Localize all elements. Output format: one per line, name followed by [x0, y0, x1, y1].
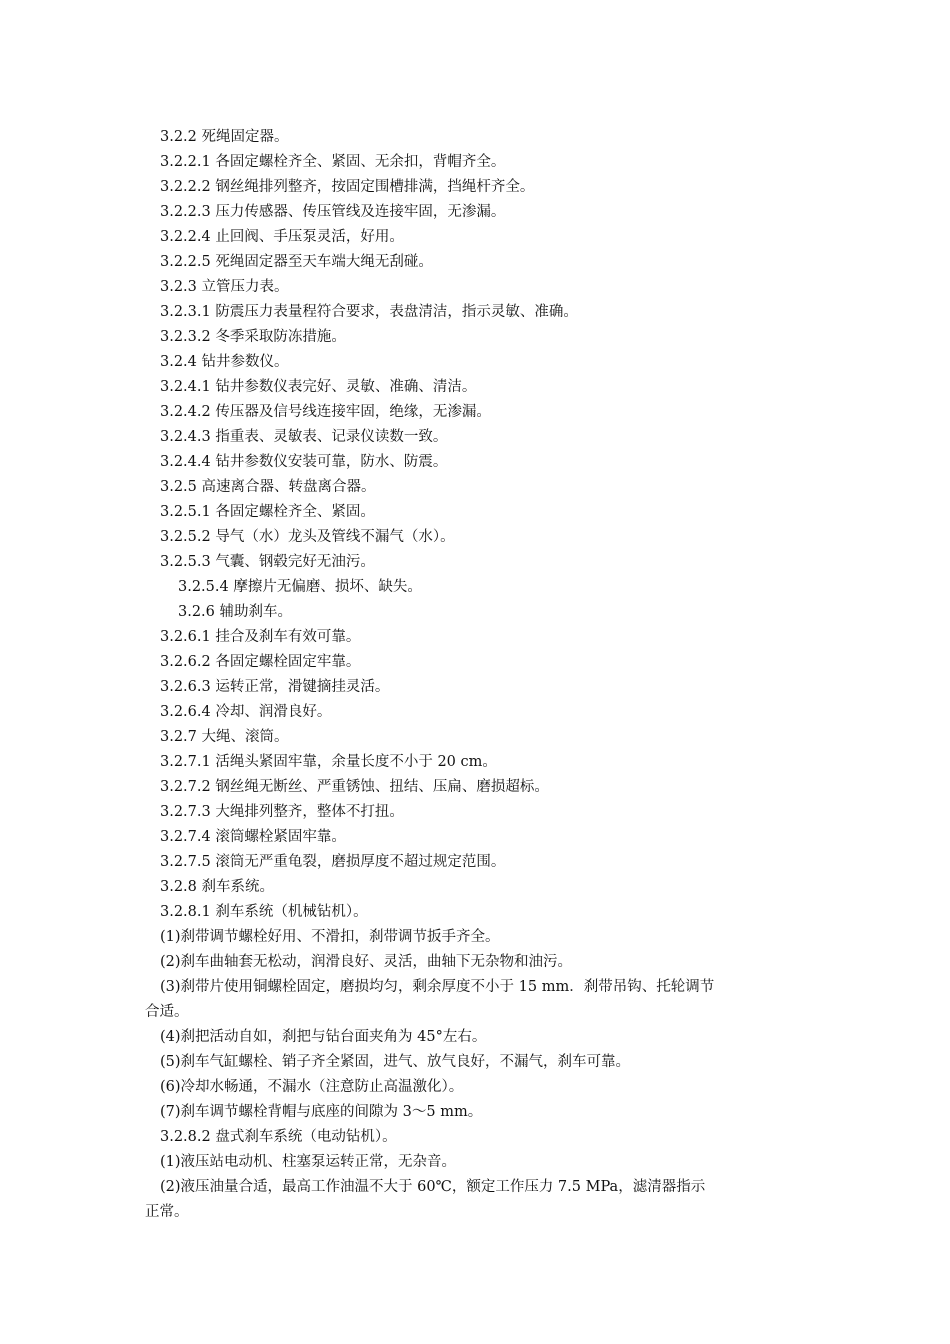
section-heading: 3.2.3 立管压力表。: [160, 279, 289, 295]
list-item: 3.2.8.2 盘式刹车系统（电动钻机）。: [160, 1129, 397, 1145]
list-item: 3.2.7.3 大绳排列整齐，整体不打扭。: [160, 804, 404, 820]
list-item: 3.2.4.4 钻井参数仪安装可靠，防水、防震。: [160, 454, 448, 470]
list-item: 3.2.2.4 止回阀、手压泵灵活，好用。: [160, 229, 404, 245]
list-item: 3.2.2.5 死绳固定器至天车端大绳无刮碰。: [160, 254, 433, 270]
list-item: (6)冷却水畅通，不漏水（注意防止高温激化）。: [160, 1079, 464, 1095]
list-item: 3.2.5.3 气囊、钢毂完好无油污。: [160, 554, 375, 570]
section-heading: 3.2.7 大绳、滚筒。: [160, 729, 289, 745]
list-item: 3.2.7.2 钢丝绳无断丝、严重锈蚀、扭结、压扁、磨损超标。: [160, 779, 549, 795]
list-item: 3.2.2.1 各固定螺栓齐全、紧固、无余扣，背帽齐全。: [160, 154, 506, 170]
list-item: (1)刹带调节螺栓好用、不滑扣，刹带调节扳手齐全。: [160, 929, 500, 945]
list-item: 3.2.6.2 各固定螺栓固定牢靠。: [160, 654, 361, 670]
list-item: 3.2.4.1 钻井参数仪表完好、灵敏、准确、清洁。: [160, 379, 477, 395]
list-item: (2)液压油量合适，最高工作油温不大于 60℃，额定工作压力 7.5 MPa，滤清器指示: [160, 1179, 706, 1195]
list-item: 3.2.7.5 滚筒无严重龟裂，磨损厚度不超过规定范围。: [160, 854, 506, 870]
section-heading: 3.2.4 钻井参数仪。: [160, 354, 289, 370]
list-item: 3.2.5.1 各固定螺栓齐全、紧固。: [160, 504, 375, 520]
list-item: (5)刹车气缸螺栓、销子齐全紧固，进气、放气良好，不漏气，刹车可靠。: [160, 1054, 631, 1070]
list-item: (1)液压站电动机、柱塞泵运转正常，无杂音。: [160, 1154, 457, 1170]
list-item: (4)刹把活动自如，刹把与钻台面夹角为 45°左右。: [160, 1029, 487, 1045]
list-item: 3.2.6.4 冷却、润滑良好。: [160, 704, 332, 720]
list-item: 3.2.2.3 压力传感器、传压管线及连接牢固，无渗漏。: [160, 204, 506, 220]
list-item: 3.2.6.1 挂合及刹车有效可靠。: [160, 629, 361, 645]
section-heading: 3.2.5 高速离合器、转盘离合器。: [160, 479, 376, 495]
section-heading: 3.2.8 刹车系统。: [160, 879, 275, 895]
document-body: [145, 125, 795, 1225]
section-heading: 3.2.2 死绳固定器。: [160, 129, 289, 145]
list-item: 3.2.3.1 防震压力表量程符合要求，表盘清洁，指示灵敏、准确。: [160, 304, 578, 320]
list-item: 3.2.5.4 摩擦片无偏磨、损坏、缺失。: [178, 579, 422, 595]
list-item: (3)刹带片使用铜螺栓固定，磨损均匀，剩余厚度不小于 15 mm．刹带吊钩、托轮调节: [160, 979, 715, 995]
list-item: (7)刹车调节螺栓背帽与底座的间隙为 3～5 mm。: [160, 1104, 483, 1120]
list-item: 3.2.4.3 指重表、灵敏表、记录仪读数一致。: [160, 429, 448, 445]
list-item: 3.2.7.1 活绳头紧固牢靠，余量长度不小于 20 cm。: [160, 754, 497, 770]
list-item: 3.2.4.2 传压器及信号线连接牢固，绝缘，无渗漏。: [160, 404, 491, 420]
section-heading: 3.2.6 辅助刹车。: [178, 604, 293, 620]
list-item: 3.2.8.1 刹车系统（机械钻机）。: [160, 904, 368, 920]
list-item-continuation: 合适。: [145, 1004, 189, 1020]
list-item: 3.2.5.2 导气（水）龙头及管线不漏气（水）。: [160, 529, 455, 545]
list-item: 3.2.3.2 冬季采取防冻措施。: [160, 329, 346, 345]
list-item: 3.2.2.2 钢丝绳排列整齐，按固定围槽排满，挡绳杆齐全。: [160, 179, 535, 195]
list-item: (2)刹车曲轴套无松动，润滑良好、灵活，曲轴下无杂物和油污。: [160, 954, 573, 970]
list-item: 3.2.6.3 运转正常，滑键摘挂灵活。: [160, 679, 390, 695]
list-item: 3.2.7.4 滚筒螺栓紧固牢靠。: [160, 829, 346, 845]
list-item-continuation: 正常。: [145, 1204, 189, 1220]
